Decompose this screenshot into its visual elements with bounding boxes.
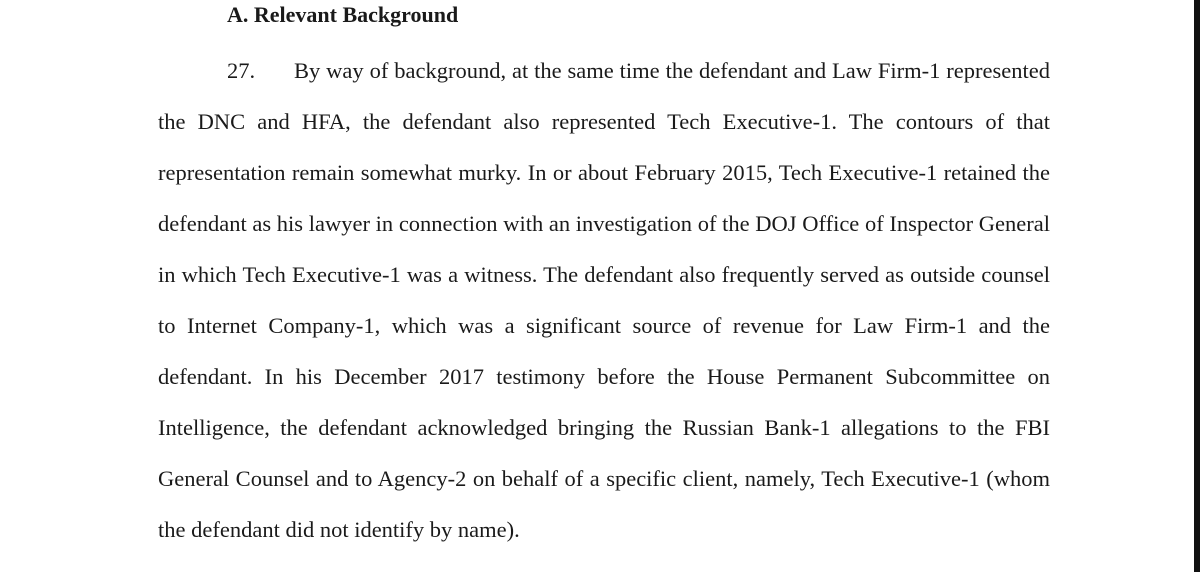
paragraph-line-5: in which Tech Executive-1 was a witness. The defendant also frequently served as outside counsel — [158, 262, 1050, 287]
paragraph-line-6: to Internet Company-1, which was a significant source of revenue for Law Firm-1 and the — [158, 313, 1050, 338]
paragraph-line-2: the DNC and HFA, the defendant also represented Tech Executive-1. The contours of that — [158, 109, 1050, 134]
paragraph-line-9: General Counsel and to Agency-2 on behalf of a specific client, namely, Tech Executive-1 (whom — [158, 466, 1050, 491]
paragraph-number: 27. — [227, 58, 256, 83]
paragraph-line-10: the defendant did not identify by name). — [158, 517, 520, 542]
paragraph-line-7: defendant. In his December 2017 testimony before the House Permanent Subcommittee on — [158, 364, 1050, 389]
paragraph-line-4: defendant as his lawyer in connection with an investigation of the DOJ Office of Inspector General — [158, 211, 1050, 236]
paragraph-line-8: Intelligence, the defendant acknowledged bringing the Russian Bank-1 allegations to the FBI — [158, 415, 1050, 440]
paragraph-line-3: representation remain somewhat murky. In or about February 2015, Tech Executive-1 retained the — [158, 160, 1050, 185]
section-heading: A. Relevant Background — [227, 2, 459, 27]
page-edge-divider — [1194, 0, 1200, 572]
paragraph-line-1: By way of background, at the same time the defendant and Law Firm-1 represented — [294, 58, 1050, 83]
